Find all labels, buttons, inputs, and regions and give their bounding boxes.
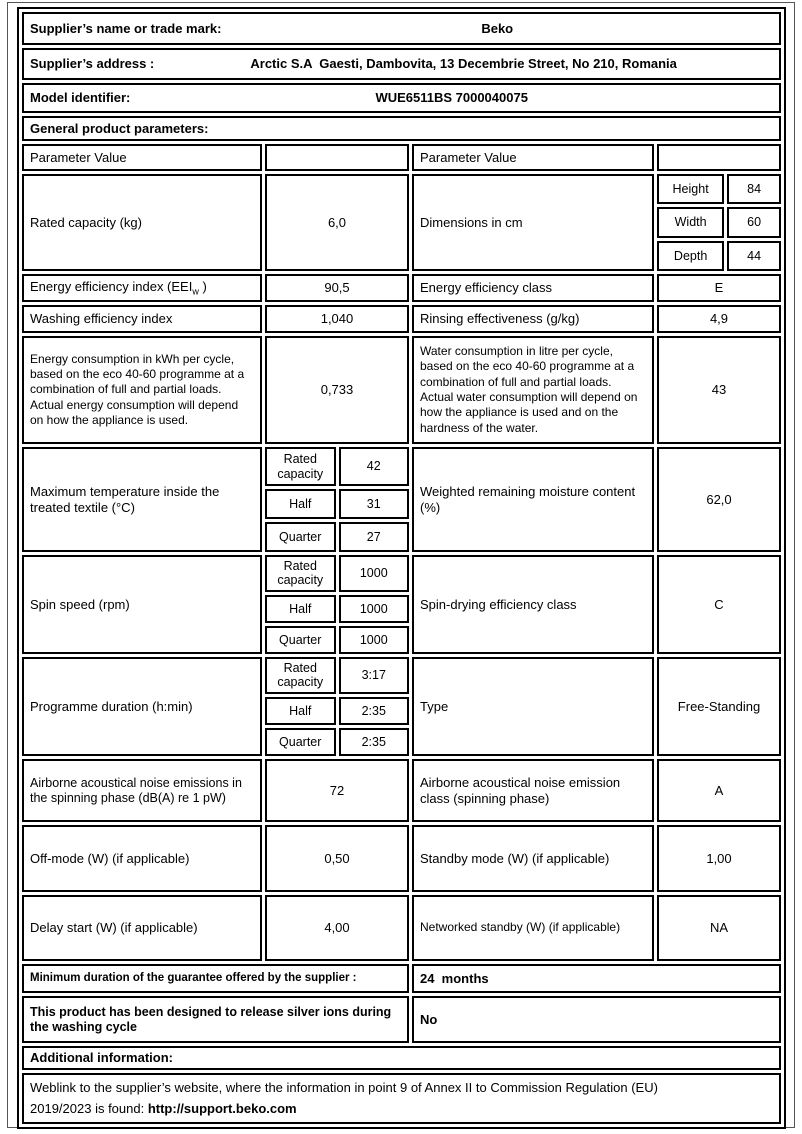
max-temp-label: Maximum temperature inside the treated textile (°C) (22, 447, 262, 552)
noise-class-label: Airborne acoustical noise emission class (spinning phase) (412, 759, 654, 822)
rinsing-label: Rinsing effectiveness (g/kg) (412, 305, 654, 333)
energy-class-value: E (657, 274, 781, 302)
weblink-cell (22, 1073, 781, 1124)
max-temp-quarter-value: 27 (339, 522, 410, 552)
silver-ions-value: No (412, 996, 781, 1043)
parameter-header-left-value (265, 144, 409, 171)
water-consumption-value: 43 (657, 336, 781, 444)
noise-class-value: A (657, 759, 781, 822)
model-identifier-cell (22, 83, 781, 113)
spin-rated-value: 1000 (339, 555, 410, 592)
type-label: Type (412, 657, 654, 756)
row-off-mode (22, 825, 781, 892)
row-weblink (22, 1073, 781, 1124)
weblink-text-line2: 2019/2023 is found: (30, 1100, 148, 1116)
dimension-height-value: 84 (727, 174, 781, 204)
spin-speed-label: Spin speed (rpm) (22, 555, 262, 654)
water-consumption-label: Water consumption in litre per cycle, based on the eco 40-60 programme at a combination of full and partial loads. Actual water consumption will depend on how the appliance is used and on the hardness of the water. (412, 336, 654, 444)
row-energy-efficiency (22, 274, 781, 302)
duration-half-label: Half (265, 697, 336, 725)
supplier-address-label: Supplier’s address : (30, 56, 155, 72)
type-value: Free-Standing (657, 657, 781, 756)
max-temp-rated-value: 42 (339, 447, 410, 486)
row-delay-start (22, 895, 781, 961)
duration-quarter-value: 2:35 (339, 728, 410, 756)
guarantee-value: 24 months (412, 964, 781, 993)
duration-rated-label: Rated capacity (265, 657, 336, 694)
weblink-url: http://support.beko.com (147, 1100, 297, 1116)
spin-rated-label: Rated capacity (265, 555, 336, 592)
duration-rated-value: 3:17 (339, 657, 410, 694)
networked-standby-value: NA (657, 895, 781, 961)
rinsing-value: 4,9 (657, 305, 781, 333)
supplier-name-cell (22, 12, 781, 45)
supplier-address-cell (22, 48, 781, 80)
rated-capacity-label: Rated capacity (kg) (22, 174, 262, 271)
row-supplier-name (22, 12, 781, 45)
noise-label: Airborne acoustical noise emissions in the spinning phase (dB(A) re 1 pW) (22, 759, 262, 822)
duration-label: Programme duration (h:min) (22, 657, 262, 756)
energy-class-label: Energy efficiency class (412, 274, 654, 302)
row-additional-info (22, 1046, 781, 1070)
spin-class-label: Spin-drying efficiency class (412, 555, 654, 654)
moisture-label: Weighted remaining moisture content (%) (412, 447, 654, 552)
networked-standby-label: Networked standby (W) (if applicable) (412, 895, 654, 961)
duration-subtable (265, 657, 409, 756)
dimensions-subtable (657, 174, 781, 271)
row-supplier-address (22, 48, 781, 80)
product-fiche-table (17, 7, 786, 1129)
duration-half-value: 2:35 (339, 697, 410, 725)
dimension-depth-label: Depth (657, 241, 724, 271)
row-spin-speed (22, 555, 781, 654)
supplier-address-value: Arctic S.A Gaesti, Dambovita, 13 Decembrie Street, No 210, Romania (250, 56, 677, 72)
row-programme-duration (22, 657, 781, 756)
row-washing-rinsing (22, 305, 781, 333)
standby-value: 1,00 (657, 825, 781, 892)
noise-value: 72 (265, 759, 409, 822)
washing-index-label: Washing efficiency index (22, 305, 262, 333)
delay-start-label: Delay start (W) (if applicable) (22, 895, 262, 961)
additional-info-header: Additional information: (22, 1046, 781, 1070)
delay-start-value: 4,00 (265, 895, 409, 961)
dimension-height-label: Height (657, 174, 724, 204)
row-parameter-header (22, 144, 781, 171)
off-mode-label: Off-mode (W) (if applicable) (22, 825, 262, 892)
energy-consumption-label: Energy consumption in kWh per cycle, based on the eco 40-60 programme at a combination of full and partial loads. Actual energy consumption will depend on how the appliance is used. (22, 336, 262, 444)
max-temp-quarter-label: Quarter (265, 522, 336, 552)
spin-speed-subtable (265, 555, 409, 654)
row-model-identifier (22, 83, 781, 113)
parameter-header-left: Parameter Value (22, 144, 262, 171)
silver-ions-label: This product has been designed to release silver ions during the washing cycle (22, 996, 409, 1043)
washing-index-value: 1,040 (265, 305, 409, 333)
standby-label: Standby mode (W) (if applicable) (412, 825, 654, 892)
dimensions-label: Dimensions in cm (412, 174, 654, 271)
row-noise (22, 759, 781, 822)
supplier-name-label: Supplier’s name or trade mark: (30, 20, 222, 36)
model-identifier-value: WUE6511BS 7000040075 (375, 90, 528, 106)
supplier-name-value: Beko (481, 20, 514, 36)
guarantee-label: Minimum duration of the guarantee offered by the supplier : (22, 964, 409, 993)
max-temp-half-value: 31 (339, 489, 410, 519)
spin-half-value: 1000 (339, 595, 410, 623)
eei-label-close: ) (198, 278, 207, 294)
max-temp-subtable (265, 447, 409, 552)
duration-quarter-label: Quarter (265, 728, 336, 756)
moisture-value: 62,0 (657, 447, 781, 552)
off-mode-value: 0,50 (265, 825, 409, 892)
spin-class-value: C (657, 555, 781, 654)
parameter-header-right-value (657, 144, 781, 171)
row-rated-capacity-dimensions (22, 174, 781, 271)
max-temp-rated-label: Rated capacity (265, 447, 336, 486)
eei-label-text: Energy efficiency index (EEI (30, 278, 193, 294)
row-general-parameters (22, 116, 781, 141)
eei-label (22, 274, 262, 302)
dimension-width-value: 60 (727, 207, 781, 237)
row-max-temperature (22, 447, 781, 552)
dimension-width-label: Width (657, 207, 724, 237)
row-guarantee (22, 964, 781, 993)
spin-quarter-value: 1000 (339, 626, 410, 654)
energy-consumption-value: 0,733 (265, 336, 409, 444)
spin-quarter-label: Quarter (265, 626, 336, 654)
general-parameters-header: General product parameters: (22, 116, 781, 141)
eei-value: 90,5 (265, 274, 409, 302)
rated-capacity-value: 6,0 (265, 174, 409, 271)
parameter-header-right: Parameter Value (412, 144, 654, 171)
max-temp-half-label: Half (265, 489, 336, 519)
eei-label-subscript: w (192, 286, 199, 297)
model-identifier-label: Model identifier: (30, 90, 131, 106)
row-consumption (22, 336, 781, 444)
dimension-depth-value: 44 (727, 241, 781, 271)
row-silver-ions (22, 996, 781, 1043)
spin-half-label: Half (265, 595, 336, 623)
weblink-text-line1: Weblink to the supplier’s website, where the information in point 9 of Annex II to Commission Regulation (EU) (30, 1080, 658, 1096)
